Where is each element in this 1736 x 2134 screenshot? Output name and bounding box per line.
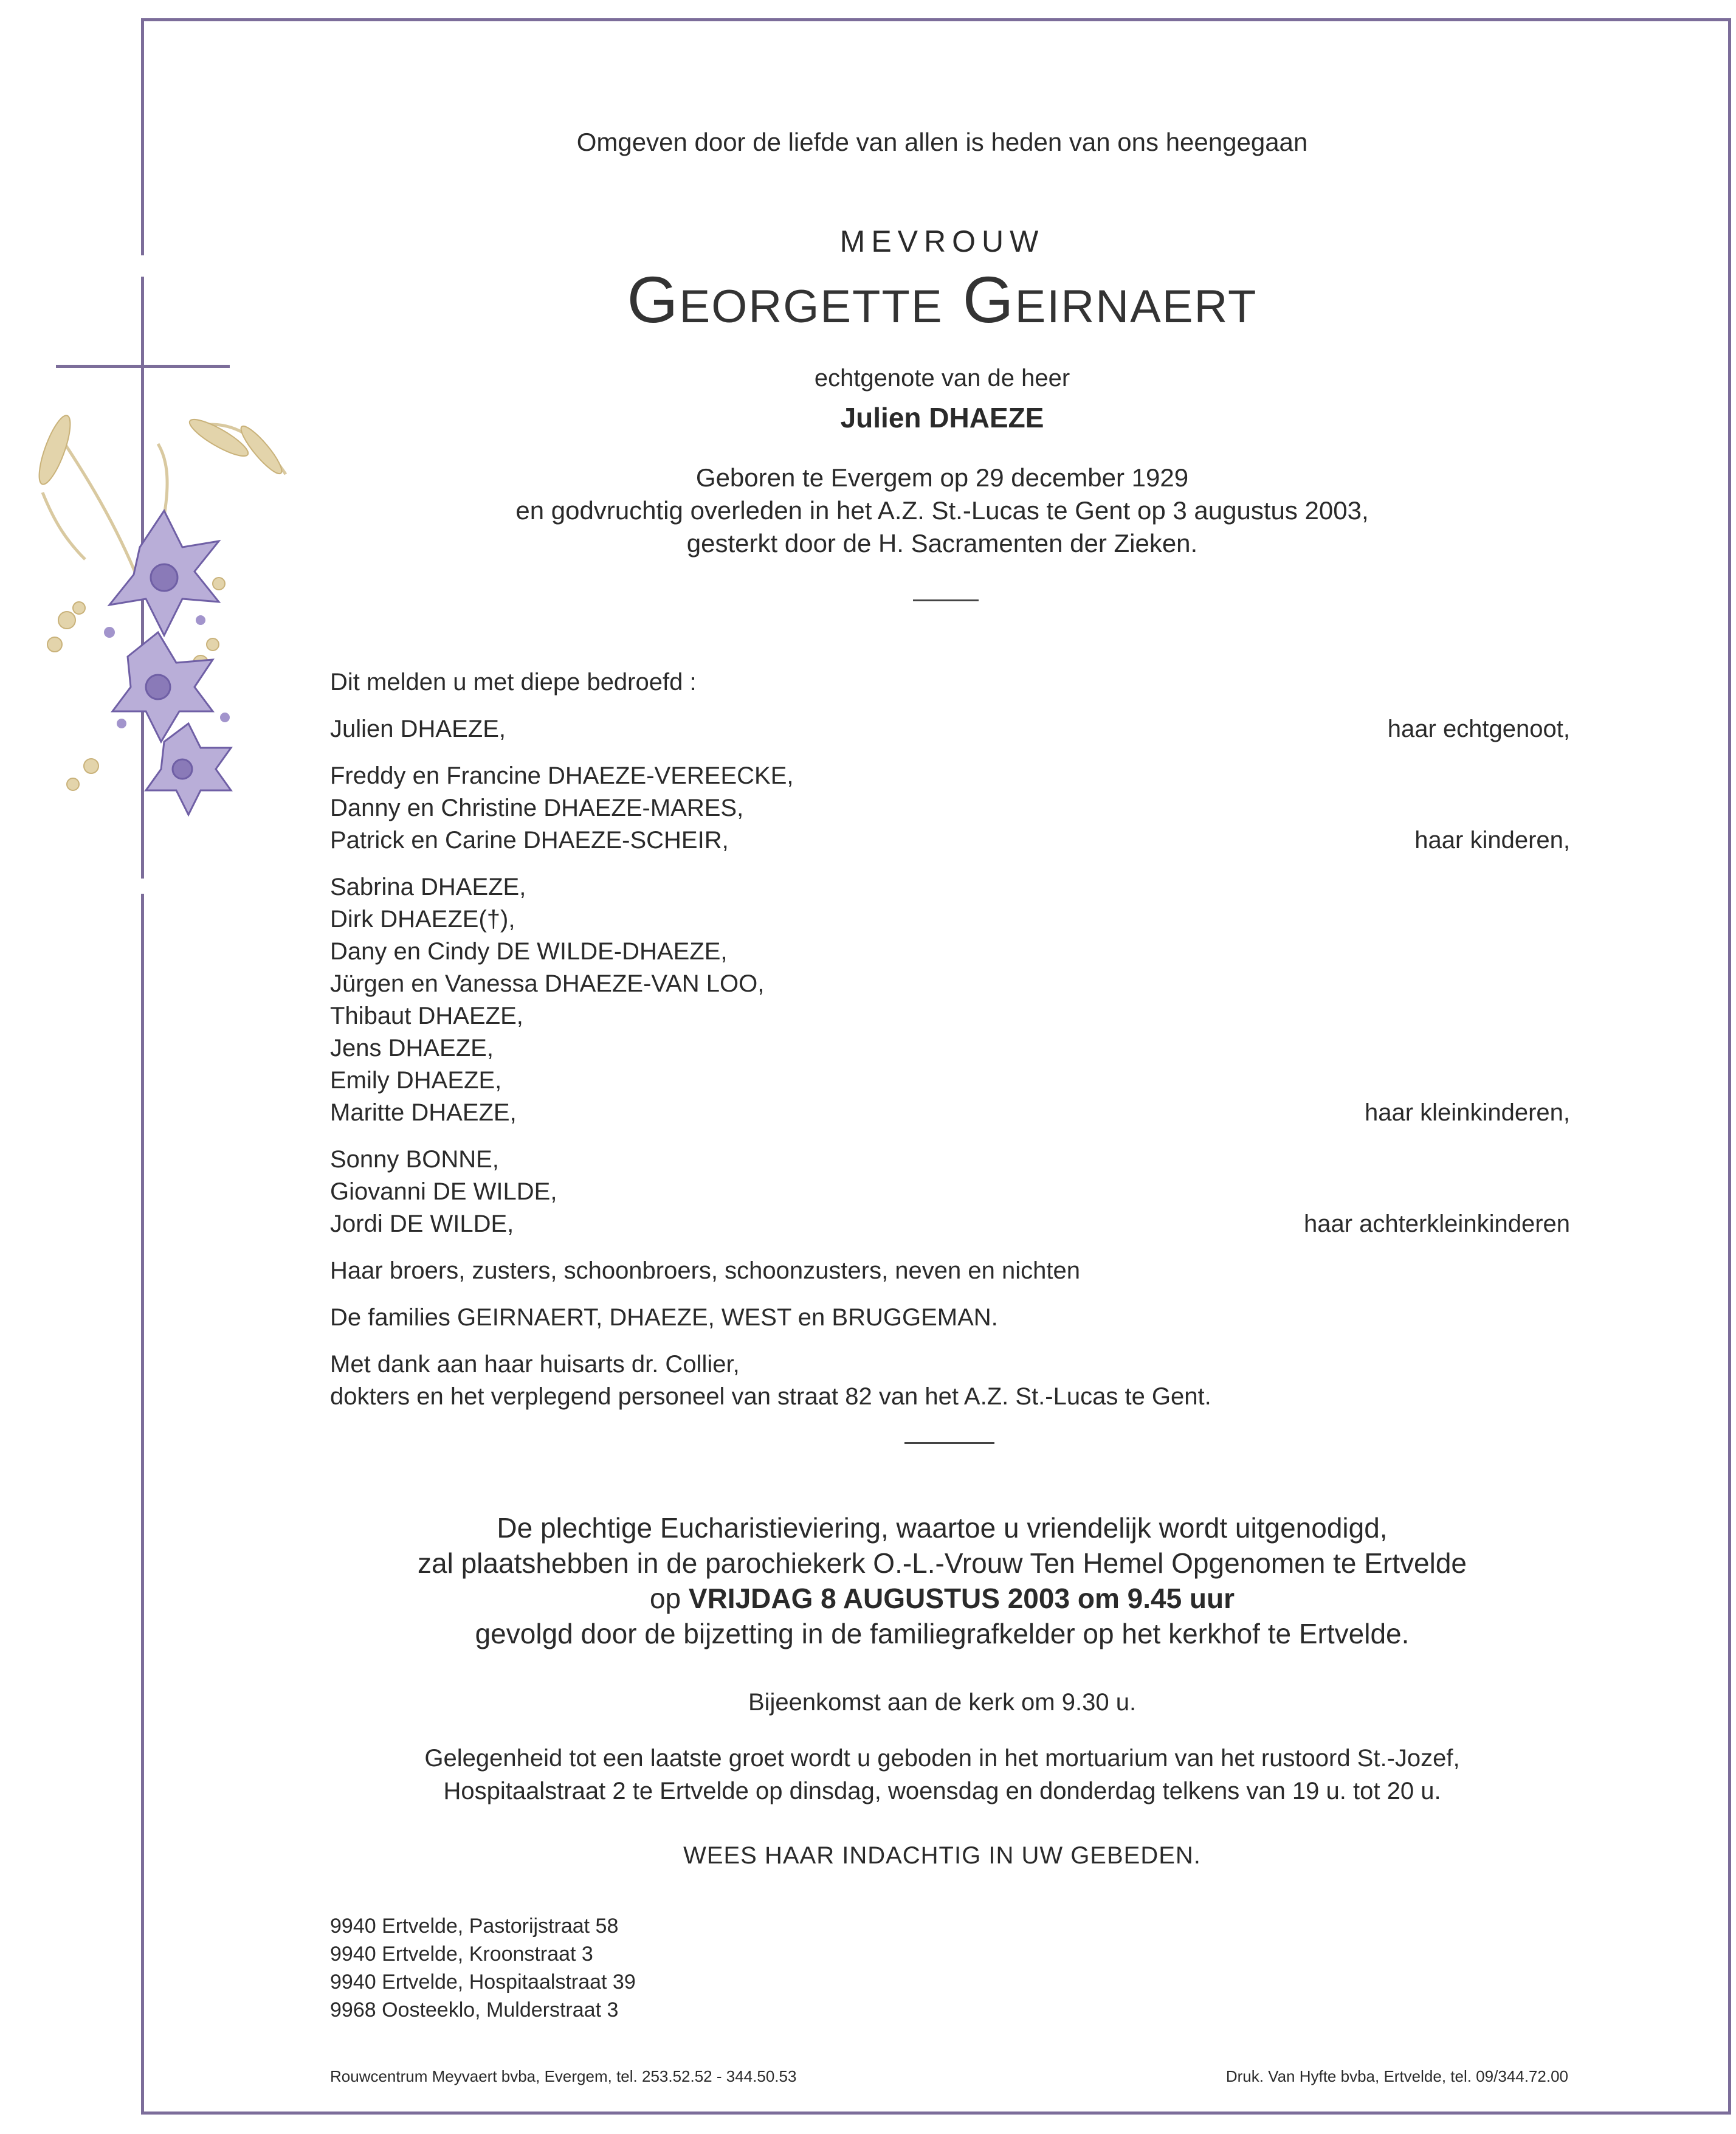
- list-item: [330, 713, 1570, 745]
- ceremony-line: gevolgd door de bijzetting in de familiegrafkelder op het kerkhof te Ertvelde.: [475, 1618, 1410, 1649]
- relatives-text: Haar broers, zusters, schoonbroers, schoonzusters, neven en nichten: [330, 1257, 1080, 1284]
- family-name: Sabrina DHAEZE,: [330, 874, 526, 900]
- family-name: Giovanni DE WILDE,: [330, 1178, 557, 1205]
- list-item: [330, 1348, 1570, 1381]
- deceased-name: Georgette Geirnaert: [627, 263, 1258, 336]
- border-left-top: [141, 18, 144, 255]
- ceremony-line: De plechtige Eucharistieviering, waartoe u vriendelijk wordt uitgenodigd,: [497, 1512, 1388, 1544]
- address-list: [330, 1912, 636, 2024]
- floral-decoration-icon: [18, 401, 334, 839]
- family-list: [330, 666, 1570, 1413]
- family-role: haar kleinkinderen,: [1365, 1099, 1570, 1126]
- address-item: 9968 Oosteeklo, Mulderstraat 3: [330, 1998, 619, 2022]
- ceremony-date: VRIJDAG 8 AUGUSTUS 2003 om 9.45 uur: [688, 1583, 1235, 1614]
- funeral-home-credit: Rouwcentrum Meyvaert bvba, Evergem, tel. 253.52.52 - 344.50.53: [330, 2067, 797, 2085]
- list-item: [330, 1381, 1570, 1413]
- farewell-text: Gelegenheid tot een laatste groet wordt u geboden in het mortuarium van het rustoord St.-Jozef,: [424, 1745, 1460, 1772]
- thanks-text: dokters en het verplegend personeel van straat 82 van het A.Z. St.-Lucas te Gent.: [330, 1383, 1211, 1410]
- address-item: 9940 Ertvelde, Kroonstraat 3: [330, 1942, 593, 1966]
- address-item: 9940 Ertvelde, Pastorijstraat 58: [330, 1915, 619, 1938]
- list-item: [330, 1032, 1570, 1065]
- family-name: Danny en Christine DHAEZE-MARES,: [330, 795, 744, 821]
- list-item: [330, 1000, 1570, 1032]
- ceremony-block: [243, 1510, 1641, 1651]
- list-item: [330, 792, 1570, 824]
- ceremony-date-prefix: op: [649, 1583, 681, 1614]
- birth-text: Geboren te Evergem op 29 december 1929: [695, 463, 1189, 492]
- divider: [913, 599, 979, 601]
- printer-credit: Druk. Van Hyfte bvba, Ertvelde, tel. 09/344.72.00: [1225, 2067, 1568, 2085]
- list-item: [330, 871, 1570, 903]
- address-item: 9940 Ertvelde, Hospitaalstraat 39: [330, 1970, 636, 1994]
- family-name: Dirk DHAEZE(†),: [330, 906, 515, 933]
- divider: [904, 1442, 994, 1444]
- announcement-intro: Dit melden u met diepe bedroefd :: [330, 669, 697, 696]
- death-text: en godvruchtig overleden in het A.Z. St.-Lucas te Gent op 3 augustus 2003,: [515, 496, 1369, 525]
- thanks-text: Met dank aan haar huisarts dr. Collier,: [330, 1351, 740, 1378]
- list-item: [330, 1302, 1570, 1334]
- family-name: Sonny BONNE,: [330, 1146, 499, 1173]
- list-item: [330, 1255, 1570, 1287]
- ceremony-date-line: [243, 1581, 1641, 1616]
- family-name: Julien DHAEZE,: [330, 716, 506, 742]
- list-item: [330, 1208, 1570, 1240]
- family-name: Jens DHAEZE,: [330, 1035, 494, 1062]
- family-name: Jordi DE WILDE,: [330, 1210, 514, 1237]
- family-name: Patrick en Carine DHAEZE-SCHEIR,: [330, 827, 729, 854]
- spouse-name: Julien DHAEZE: [840, 402, 1044, 433]
- list-item: [330, 936, 1570, 968]
- list-item: [330, 1065, 1570, 1097]
- list-item: [330, 760, 1570, 792]
- families-text: De families GEIRNAERT, DHAEZE, WEST en BRUGGEMAN.: [330, 1304, 998, 1331]
- family-name: Dany en Cindy DE WILDE-DHAEZE,: [330, 938, 728, 965]
- gathering-text: Bijeenkomst aan de kerk om 9.30 u.: [748, 1689, 1137, 1716]
- family-role: haar achterkleinkinderen: [1303, 1210, 1570, 1237]
- list-item: [330, 1144, 1570, 1176]
- family-role: haar kinderen,: [1414, 827, 1570, 854]
- border-left-bottom: [141, 894, 144, 2115]
- list-item: [330, 1097, 1570, 1129]
- farewell-text: Hospitaalstraat 2 te Ertvelde op dinsdag, woensdag en donderdag telkens van 19 u. tot 20 u.: [443, 1778, 1441, 1804]
- family-name: Thibaut DHAEZE,: [330, 1003, 523, 1029]
- ceremony-line: zal plaatshebben in de parochiekerk O.-L.-Vrouw Ten Hemel Opgenomen te Ertvelde: [418, 1547, 1467, 1579]
- list-item: [330, 1176, 1570, 1208]
- sacraments-text: gesterkt door de H. Sacramenten der Zieken.: [686, 529, 1198, 558]
- family-name: Jürgen en Vanessa DHAEZE-VAN LOO,: [330, 970, 765, 997]
- prayer-text: WEES HAAR INDACHTIG IN UW GEBEDEN.: [683, 1842, 1201, 1869]
- list-item: [330, 666, 1570, 699]
- cross-horizontal: [56, 365, 230, 368]
- list-item: [330, 824, 1570, 857]
- family-name: Freddy en Francine DHAEZE-VEREECKE,: [330, 762, 794, 789]
- list-item: [330, 968, 1570, 1000]
- family-name: Maritte DHAEZE,: [330, 1099, 517, 1126]
- list-item: [330, 903, 1570, 936]
- spouse-label: echtgenote van de heer: [814, 365, 1070, 392]
- family-role: haar echtgenoot,: [1387, 716, 1570, 742]
- family-name: Emily DHAEZE,: [330, 1067, 502, 1094]
- title-mevrouw: MEVROUW: [839, 224, 1045, 258]
- intro-text: Omgeven door de liefde van allen is heden van ons heengegaan: [576, 128, 1308, 156]
